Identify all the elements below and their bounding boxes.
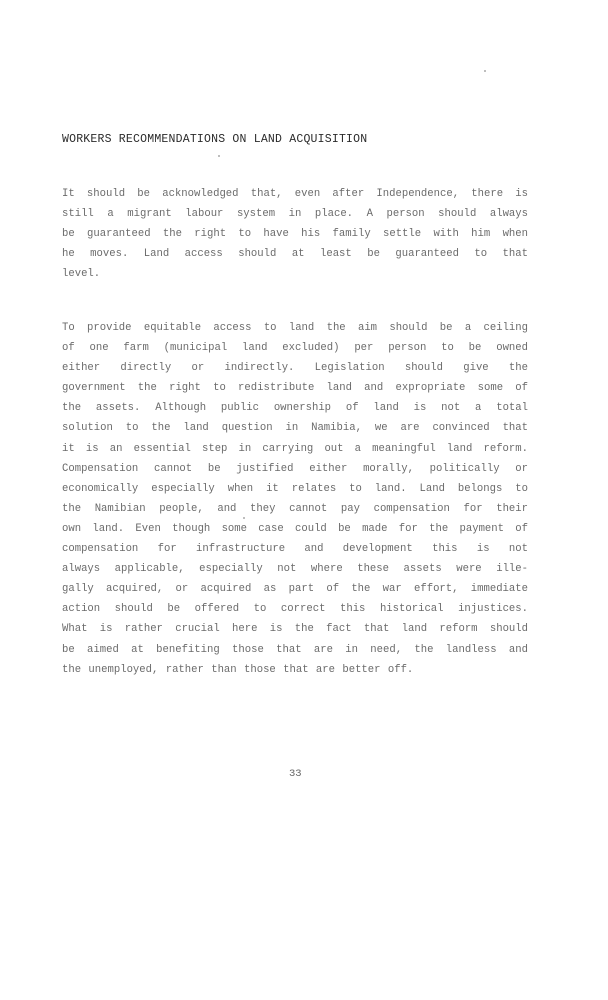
- paragraph-line: gally acquired, or acquired as part of the war effort, immediate: [62, 583, 528, 596]
- paragraph-line: always applicable, especially not where these assets were ille-: [62, 563, 528, 576]
- paragraph-line: the assets. Although public ownership of land is not a total: [62, 402, 528, 415]
- paragraph-line: economically especially when it relates to land. Land belongs to: [62, 482, 528, 495]
- paragraph-line: be guaranteed the right to have his family settle with him when: [62, 228, 528, 241]
- paragraph-line: own land. Even though some case could be made for the payment of: [62, 522, 528, 535]
- paragraph-line: the Namibian people, and they cannot pay compensation for their: [62, 502, 528, 515]
- paragraph-line: be aimed at benefiting those that are in need, the landless and: [62, 643, 528, 656]
- scan-speck: [218, 155, 220, 157]
- paragraph-line: solution to the land question in Namibia, we are convinced that: [62, 422, 528, 435]
- paragraph-line: compensation for infrastructure and development this is not: [62, 543, 528, 556]
- paragraph-line: the unemployed, rather than those that are better off.: [62, 663, 414, 676]
- paragraph-line: of one farm (municipal land excluded) per person to be owned: [62, 342, 528, 355]
- section-heading: WORKERS RECOMMENDATIONS ON LAND ACQUISITION: [62, 133, 368, 146]
- paragraph-line: What is rather crucial here is the fact that land reform should: [62, 623, 528, 636]
- scan-speck: [484, 70, 486, 72]
- paragraph-line: Compensation cannot be justified either morally, politically or: [62, 462, 528, 475]
- paragraph-1: [62, 184, 528, 284]
- page-number: 33: [289, 768, 302, 780]
- paragraph-line: still a migrant labour system in place. A person should always: [62, 208, 528, 221]
- paragraph-line: level.: [62, 268, 101, 281]
- paragraph-line: action should be offered to correct this historical injustices.: [62, 603, 528, 616]
- paragraph-line: It should be acknowledged that, even after Independence, there is: [62, 188, 528, 200]
- paragraph-line: he moves. Land access should at least be guaranteed to that: [62, 248, 528, 261]
- paragraph-line: it is an essential step in carrying out a meaningful land reform.: [62, 442, 528, 455]
- scan-speck: [243, 517, 245, 519]
- paragraph-line: government the right to redistribute land and expropriate some of: [62, 382, 528, 395]
- paragraph-line: To provide equitable access to land the aim should be a ceiling: [62, 322, 528, 334]
- paragraph-2: [62, 318, 528, 680]
- paragraph-line: either directly or indirectly. Legislation should give the: [62, 362, 528, 375]
